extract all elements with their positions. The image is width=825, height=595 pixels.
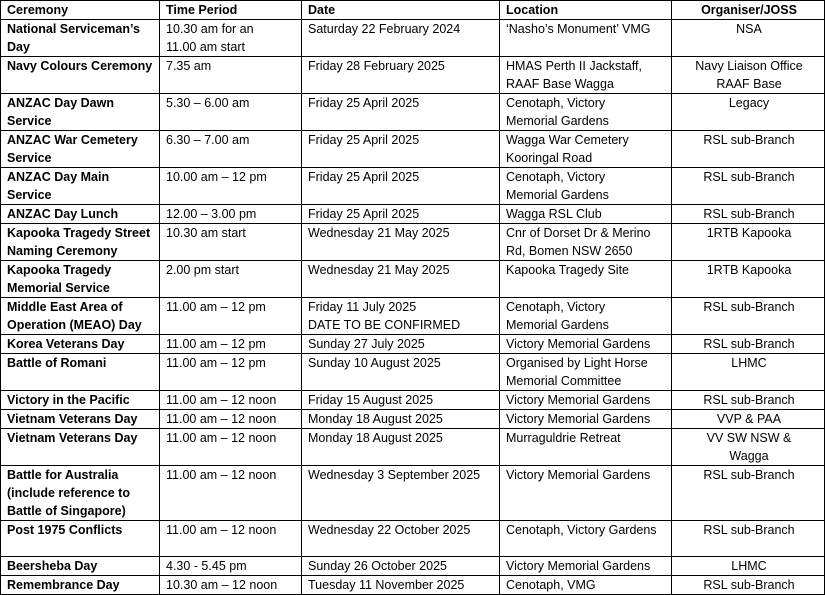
organiser-cell <box>672 20 825 57</box>
time-period-text: 4.30 - 5.45 pm <box>166 559 247 573</box>
ceremony-cell <box>1 224 160 261</box>
time-period-cell <box>160 224 302 261</box>
location-text: Victory Memorial Gardens <box>506 559 651 573</box>
ceremony-text: National Serviceman’s Day <box>7 22 140 54</box>
date-cell <box>302 521 500 557</box>
ceremony-text: Remembrance Day <box>7 578 120 592</box>
date-text: Monday 18 August 2025 <box>308 431 443 445</box>
time-period-text: 11.00 am – 12 noon <box>166 412 277 426</box>
ceremony-cell <box>1 466 160 521</box>
date-text: Tuesday 11 November 2025 <box>308 578 465 592</box>
location-text: Kapooka Tragedy Site <box>506 263 629 277</box>
time-period-text: 2.00 pm start <box>166 263 239 277</box>
ceremony-text: Battle for Australia (include reference to Battle of Singapore) <box>7 468 130 518</box>
table-row <box>1 335 825 354</box>
header-date: Date <box>302 1 500 20</box>
organiser-text: Legacy <box>728 96 770 110</box>
date-cell <box>302 466 500 521</box>
time-period-text: 11.00 am – 12 pm <box>166 337 266 351</box>
organiser-text: RSL sub-Branch <box>703 578 795 592</box>
table-row <box>1 205 825 224</box>
time-period-cell <box>160 391 302 410</box>
date-cell <box>302 224 500 261</box>
ceremony-text: Victory in the Pacific <box>7 393 130 407</box>
organiser-cell <box>672 557 825 576</box>
ceremony-text: ANZAC Day Dawn Service <box>7 96 114 128</box>
ceremony-text: Beersheba Day <box>7 559 98 573</box>
location-cell <box>500 410 672 429</box>
organiser-text: RSL sub-Branch <box>703 337 795 351</box>
ceremony-text: Korea Veterans Day <box>7 337 125 351</box>
time-period-text: 11.00 am – 12 pm <box>166 300 266 314</box>
time-period-cell <box>160 335 302 354</box>
ceremony-cell <box>1 576 160 595</box>
date-cell <box>302 131 500 168</box>
location-text: Victory Memorial Gardens <box>506 468 651 482</box>
location-cell <box>500 354 672 391</box>
ceremony-text: Kapooka Tragedy Memorial Service <box>7 263 112 295</box>
time-period-text: 10.30 am start <box>166 226 246 240</box>
organiser-cell <box>672 224 825 261</box>
location-text: Wagga RSL Club <box>506 207 602 221</box>
location-text: Cenotaph, Victory Memorial Gardens <box>506 300 609 332</box>
organiser-cell <box>672 335 825 354</box>
table-row <box>1 410 825 429</box>
location-cell <box>500 20 672 57</box>
table-row <box>1 298 825 335</box>
organiser-cell <box>672 168 825 205</box>
location-text: ‘Nasho’s Monument’ VMG <box>506 22 651 36</box>
organiser-text: RSL sub-Branch <box>703 207 795 221</box>
time-period-text: 11.00 am – 12 noon <box>166 468 277 482</box>
organiser-cell <box>672 354 825 391</box>
ceremony-cell <box>1 94 160 131</box>
location-text: Cenotaph, Victory Memorial Gardens <box>506 96 609 128</box>
date-text: Wednesday 22 October 2025 <box>308 523 471 537</box>
date-text: Sunday 26 October 2025 <box>308 559 447 573</box>
location-cell <box>500 391 672 410</box>
time-period-text: 11.00 am – 12 noon <box>166 431 277 445</box>
location-cell <box>500 224 672 261</box>
date-cell <box>302 354 500 391</box>
location-text: Murraguldrie Retreat <box>506 431 621 445</box>
date-text: Wednesday 3 September 2025 <box>308 468 481 482</box>
location-cell <box>500 335 672 354</box>
ceremony-cell <box>1 57 160 94</box>
time-period-text: 7.35 am <box>166 59 212 73</box>
time-period-text: 11.00 am – 12 pm <box>166 356 266 370</box>
date-text: Sunday 27 July 2025 <box>308 337 425 351</box>
header-organiser: Organiser/JOSS <box>672 1 825 20</box>
location-text: Victory Memorial Gardens <box>506 393 651 407</box>
location-cell <box>500 521 672 557</box>
date-cell <box>302 298 500 335</box>
time-period-text: 6.30 – 7.00 am <box>166 133 250 147</box>
date-cell <box>302 429 500 466</box>
location-cell <box>500 429 672 466</box>
date-cell <box>302 205 500 224</box>
ceremony-cell <box>1 521 160 557</box>
table-row <box>1 20 825 57</box>
location-cell <box>500 576 672 595</box>
location-text: Organised by Light Horse Memorial Committee <box>506 356 648 388</box>
time-period-text: 5.30 – 6.00 am <box>166 96 250 110</box>
date-cell <box>302 335 500 354</box>
organiser-text: LHMC <box>731 559 767 573</box>
header-time-period: Time Period <box>160 1 302 20</box>
ceremony-cell <box>1 261 160 298</box>
time-period-cell <box>160 521 302 557</box>
time-period-cell <box>160 298 302 335</box>
table-row <box>1 354 825 391</box>
time-period-text: 11.00 am – 12 noon <box>166 523 277 537</box>
table-row <box>1 429 825 466</box>
ceremony-cell <box>1 557 160 576</box>
table-row <box>1 557 825 576</box>
location-cell <box>500 298 672 335</box>
date-cell <box>302 391 500 410</box>
organiser-cell <box>672 576 825 595</box>
organiser-text: RSL sub-Branch <box>703 468 795 482</box>
time-period-text: 10.30 am for an 11.00 am start <box>166 22 254 54</box>
location-text: HMAS Perth II Jackstaff, RAAF Base Wagga <box>506 59 642 91</box>
date-cell <box>302 557 500 576</box>
date-cell <box>302 576 500 595</box>
ceremony-text: ANZAC War Cemetery Service <box>7 133 138 165</box>
location-text: Cenotaph, Victory Gardens <box>506 523 657 537</box>
table-row <box>1 261 825 298</box>
organiser-text: RSL sub-Branch <box>703 170 795 184</box>
ceremony-text: Vietnam Veterans Day <box>7 431 138 445</box>
location-text: Victory Memorial Gardens <box>506 412 651 426</box>
table-row <box>1 466 825 521</box>
date-text: Monday 18 August 2025 <box>308 412 443 426</box>
date-text: Friday 11 July 2025 DATE TO BE CONFIRMED <box>308 300 461 332</box>
time-period-cell <box>160 410 302 429</box>
organiser-text: VVP & PAA <box>716 412 782 426</box>
header-ceremony: Ceremony <box>1 1 160 20</box>
organiser-text: NSA <box>736 22 762 36</box>
ceremony-text: Navy Colours Ceremony <box>7 59 153 73</box>
ceremony-text: Battle of Romani <box>7 356 107 370</box>
date-text: Friday 25 April 2025 <box>308 133 420 147</box>
ceremony-text: ANZAC Day Lunch <box>7 207 119 221</box>
date-text: Friday 25 April 2025 <box>308 170 420 184</box>
table-row <box>1 57 825 94</box>
ceremony-text: Vietnam Veterans Day <box>7 412 138 426</box>
location-cell <box>500 466 672 521</box>
ceremony-text: Post 1975 Conflicts <box>7 523 123 537</box>
organiser-cell <box>672 298 825 335</box>
date-text: Friday 25 April 2025 <box>308 207 420 221</box>
table-row <box>1 94 825 131</box>
time-period-cell <box>160 354 302 391</box>
organiser-text: RSL sub-Branch <box>703 523 795 537</box>
time-period-cell <box>160 576 302 595</box>
organiser-cell <box>672 94 825 131</box>
organiser-cell <box>672 131 825 168</box>
date-cell <box>302 57 500 94</box>
organiser-cell <box>672 466 825 521</box>
time-period-text: 11.00 am – 12 noon <box>166 393 277 407</box>
date-cell <box>302 94 500 131</box>
time-period-cell <box>160 94 302 131</box>
location-text: Cenotaph, Victory Memorial Gardens <box>506 170 609 202</box>
time-period-cell <box>160 57 302 94</box>
organiser-text: VV SW NSW & Wagga <box>706 431 792 463</box>
location-text: Cenotaph, VMG <box>506 578 596 592</box>
date-text: Friday 15 August 2025 <box>308 393 434 407</box>
organiser-text: 1RTB Kapooka <box>706 263 792 277</box>
time-period-cell <box>160 205 302 224</box>
organiser-text: LHMC <box>731 356 767 370</box>
date-text: Friday 25 April 2025 <box>308 96 420 110</box>
organiser-cell <box>672 391 825 410</box>
time-period-cell <box>160 429 302 466</box>
table-row <box>1 224 825 261</box>
ceremony-text: Kapooka Tragedy Street Naming Ceremony <box>7 226 151 258</box>
location-text: Wagga War Cemetery Kooringal Road <box>506 133 629 165</box>
organiser-text: RSL sub-Branch <box>703 133 795 147</box>
date-text: Wednesday 21 May 2025 <box>308 226 450 240</box>
ceremony-cell <box>1 131 160 168</box>
time-period-cell <box>160 466 302 521</box>
location-cell <box>500 205 672 224</box>
ceremony-cell <box>1 20 160 57</box>
time-period-cell <box>160 557 302 576</box>
ceremony-cell <box>1 429 160 466</box>
table-row <box>1 131 825 168</box>
location-cell <box>500 131 672 168</box>
date-cell <box>302 20 500 57</box>
ceremony-cell <box>1 391 160 410</box>
location-text: Victory Memorial Gardens <box>506 337 651 351</box>
location-cell <box>500 168 672 205</box>
ceremony-cell <box>1 354 160 391</box>
time-period-text: 10.30 am – 12 noon <box>166 578 278 592</box>
ceremony-cell <box>1 335 160 354</box>
date-text: Saturday 22 February 2024 <box>308 22 461 36</box>
time-period-text: 12.00 – 3.00 pm <box>166 207 257 221</box>
organiser-cell <box>672 261 825 298</box>
organiser-text: 1RTB Kapooka <box>706 226 792 240</box>
table-row <box>1 168 825 205</box>
location-cell <box>500 94 672 131</box>
organiser-text: Navy Liaison Office RAAF Base <box>695 59 803 91</box>
header-row <box>1 1 825 20</box>
location-text: Cnr of Dorset Dr & Merino Rd, Bomen NSW 2650 <box>506 226 651 258</box>
date-cell <box>302 410 500 429</box>
organiser-cell <box>672 429 825 466</box>
ceremony-cell <box>1 205 160 224</box>
table-row <box>1 391 825 410</box>
date-text: Wednesday 21 May 2025 <box>308 263 450 277</box>
header-location: Location <box>500 1 672 20</box>
time-period-cell <box>160 168 302 205</box>
organiser-cell <box>672 521 825 557</box>
table-row <box>1 576 825 595</box>
organiser-cell <box>672 57 825 94</box>
ceremony-text: Middle East Area of Operation (MEAO) Day <box>7 300 142 332</box>
ceremony-text: ANZAC Day Main Service <box>7 170 110 202</box>
organiser-text: RSL sub-Branch <box>703 300 795 314</box>
ceremony-cell <box>1 168 160 205</box>
organiser-cell <box>672 205 825 224</box>
location-cell <box>500 57 672 94</box>
time-period-cell <box>160 131 302 168</box>
ceremony-cell <box>1 298 160 335</box>
location-cell <box>500 261 672 298</box>
table-row <box>1 521 825 557</box>
date-text: Friday 28 February 2025 <box>308 59 445 73</box>
organiser-text: RSL sub-Branch <box>703 393 795 407</box>
date-cell <box>302 261 500 298</box>
ceremony-cell <box>1 410 160 429</box>
date-text: Sunday 10 August 2025 <box>308 356 441 370</box>
time-period-text: 10.00 am – 12 pm <box>166 170 267 184</box>
time-period-cell <box>160 20 302 57</box>
location-cell <box>500 557 672 576</box>
time-period-cell <box>160 261 302 298</box>
date-cell <box>302 168 500 205</box>
organiser-cell <box>672 410 825 429</box>
